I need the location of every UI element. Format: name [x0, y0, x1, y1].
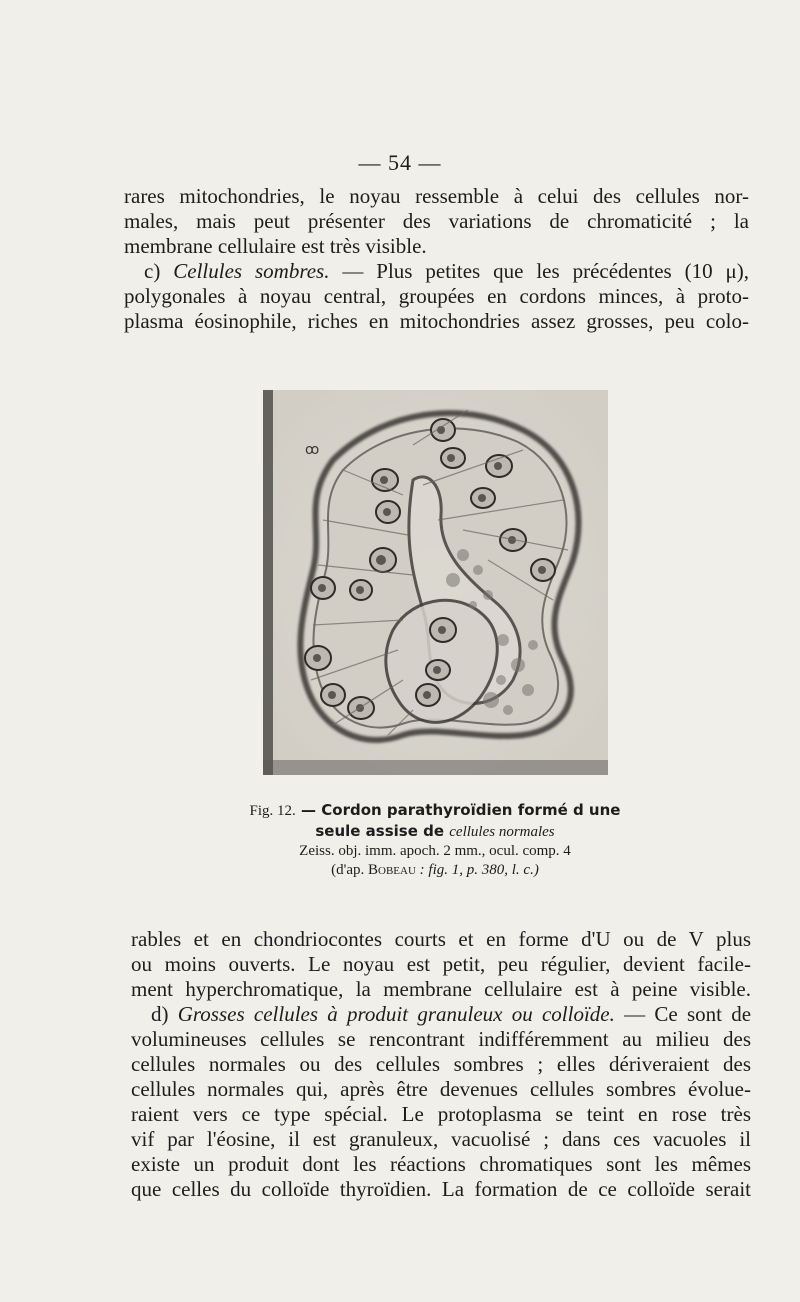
bottom-paragraph [131, 927, 751, 1202]
text-line: rables et en chondriocontes courts et en forme d'U ou de V plus [131, 927, 751, 951]
section-d-text: — Ce sont de [614, 1002, 752, 1026]
text-line: ou moins ouverts. Le noyau est petit, peu régulier, devient facile- [131, 952, 751, 976]
text-line: males, mais peut présenter des variations de chromaticité ; la [124, 209, 749, 233]
section-d-title: Grosses cellules à produit granuleux ou colloïde. [177, 1002, 615, 1026]
figure-caption [0, 800, 800, 880]
text-line: polygonales à noyau central, groupées en cordons minces, à proto- [124, 284, 749, 308]
caption-title: — Cordon parathyroïdien formé d une [301, 801, 621, 819]
text-line: existe un produit dont les réactions chromatiques sont les mêmes [131, 1152, 751, 1176]
section-c-title: Cellules sombres. [173, 259, 330, 283]
figure-illustration [263, 390, 608, 775]
section-c-label: c) [144, 259, 161, 283]
svg-text:ꝏ: ꝏ [305, 442, 320, 458]
caption-line-1 [0, 800, 800, 821]
section-c-heading-line [124, 259, 749, 284]
text-line: rares mitochondries, le noyau ressemble à celui des cellules nor- [124, 184, 749, 208]
text-line: ment hyperchromatique, la membrane cellulaire est à peine visible. [131, 977, 751, 1001]
caption-ref-post: : fig. 1, p. 380, l. c.) [419, 862, 539, 878]
caption-line-3: Zeiss. obj. imm. apoch. 2 mm., ocul. comp. 4 [299, 843, 571, 859]
text-line: membrane cellulaire est très visible. [124, 234, 427, 258]
figure-label: Fig. 12. [249, 803, 296, 819]
section-d-heading-line [131, 1002, 751, 1027]
text-line: raient vers ce type spécial. Le protoplasma se teint en rose très [131, 1102, 751, 1126]
caption-line-4 [0, 861, 800, 880]
section-c-text: — Plus petites que les précédentes (10 μ), [329, 259, 749, 283]
caption-ref-pre: (d'ap. [331, 862, 365, 878]
text-line: volumineuses cellules se rencontrant indifféremment au milieu des [131, 1027, 751, 1051]
top-paragraph [124, 184, 749, 334]
parathyroid-cord-drawing [263, 390, 608, 775]
text-line: plasma éosinophile, riches en mitochondries assez grosses, peu colo- [124, 309, 749, 333]
caption-line-2 [0, 821, 800, 842]
section-d-label: d) [151, 1002, 169, 1026]
caption-title-2-italic: cellules normales [449, 824, 555, 840]
caption-title-2: seule assise de [315, 822, 445, 840]
text-line: cellules normales qui, après être devenues cellules sombres évolue- [131, 1077, 751, 1101]
text-line: cellules normales ou des cellules sombres ; elles dériveraient des [131, 1052, 751, 1076]
caption-author: Bobeau [368, 862, 416, 878]
text-line: que celles du colloïde thyroïdien. La formation de ce colloïde serait [131, 1177, 751, 1201]
text-line: vif par l'éosine, il est granuleux, vacuolisé ; dans ces vacuoles il [131, 1127, 751, 1151]
page-number: — 54 — [358, 150, 442, 175]
